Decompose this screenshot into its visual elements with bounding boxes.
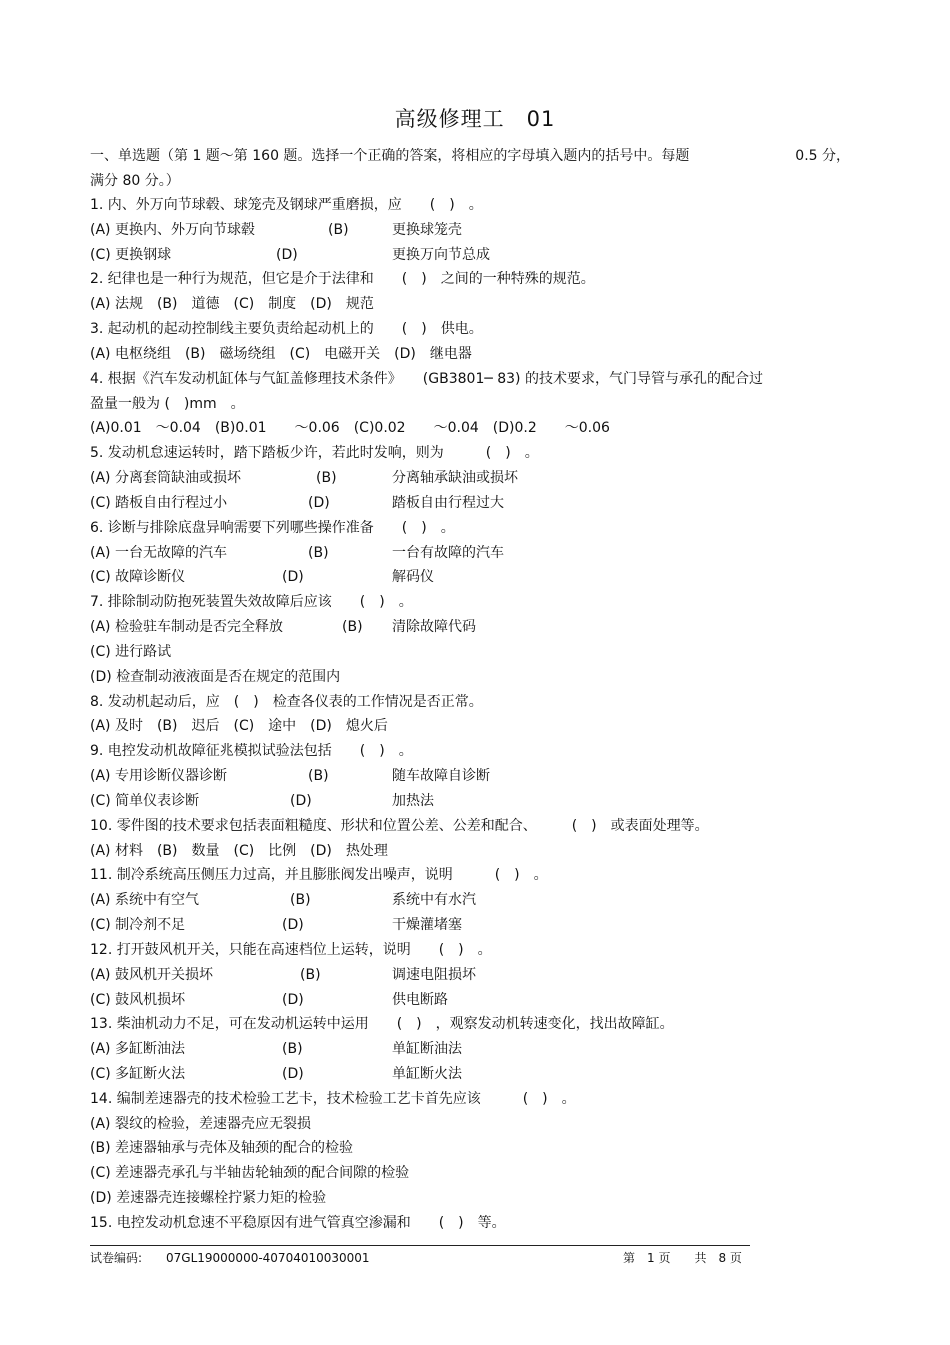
line-text: 10. 零件图的技术要求包括表面粗糙度、形状和位置公差、公差和配合、 ( ) 或表面处理等。 [90,817,709,834]
line-text: 15. 电控发动机怠速不平稳原因有进气管真空渗漏和 ( ) 等。 [90,1214,506,1231]
option-letter: (B) [316,470,337,487]
line-text: (B) 差速器轴承与壳体及轴颈的配合的检验 [90,1140,353,1157]
option-line [90,789,850,814]
option-letter: (B) [308,544,329,561]
option-letter: (B) [328,221,349,238]
question-line [90,441,850,466]
option-right: 更换万向节总成 [392,246,490,263]
question-line [90,1186,850,1211]
option-right: 踏板自由行程过大 [392,494,504,511]
question-line [90,342,850,367]
line-text: 1. 内、外万向节球毂、球笼壳及钢球严重磨损，应 ( ) 。 [90,197,483,213]
question-line [90,814,850,839]
option-line [90,764,850,789]
section-header-score: 0.5 分， [795,148,850,164]
option-right: 供电断路 [392,991,448,1008]
option-letter: (B) [342,619,363,636]
option-right: 分离轴承缺油或损坏 [392,470,518,487]
question-line [90,267,850,292]
option-line [90,913,850,938]
line-text: (C) 进行路试 [90,643,172,660]
line-text: 14. 编制差速器壳的技术检验工艺卡，技术检验工艺卡首先应该 ( ) 。 [90,1090,576,1107]
question-line [90,938,850,963]
line-text: 5. 发动机怠速运转时，踏下踏板少许，若此时发响，则为 ( ) 。 [90,445,539,462]
paper-code-label: 试卷编码: [90,1251,143,1265]
question-list [90,193,850,1236]
option-left: (C) 多缸断火法 [90,1065,186,1082]
option-line [90,963,850,988]
option-left: (C) 故障诊断仪 [90,569,186,586]
question-line [90,392,850,417]
option-letter: (D) [290,792,312,809]
option-letter: (D) [282,991,304,1008]
option-letter: (D) [308,494,330,511]
question-line [90,739,850,764]
line-text: (D) 检查制动液液面是否在规定的范围内 [90,668,341,685]
line-text: 2. 纪律也是一种行为规范，但它是介于法律和 ( ) 之间的一种特殊的规范。 [90,271,595,288]
option-left: (A) 一台无故障的汽车 [90,544,227,561]
page-title [0,103,950,133]
option-line [90,491,850,516]
option-left: (C) 更换钢球 [90,246,172,263]
question-line [90,367,850,392]
option-left: (A) 检验驻车制动是否完全释放 [90,619,283,636]
line-text: 7. 排除制动防抱死装置失效故障后应该 ( ) 。 [90,594,413,611]
option-letter: (B) [308,768,329,785]
page-number: 第 1 页 共 8 页 [623,1251,742,1265]
line-text: 12. 打开鼓风机开关，只能在高速档位上运转，说明 ( ) 。 [90,941,492,958]
option-left: (C) 鼓风机损坏 [90,991,186,1008]
question-line [90,640,850,665]
line-text: (A) 及时 (B) 迟后 (C) 途中 (D) 熄火后 [90,718,388,735]
question-line [90,590,850,615]
option-left: (C) 踏板自由行程过小 [90,494,228,511]
option-left: (A) 专用诊断仪器诊断 [90,768,227,785]
line-text: 11. 制冷系统高压侧压力过高，并且膨胀阀发出噪声，说明 ( ) 。 [90,867,548,884]
line-text: 3. 起动机的起动控制线主要负责给起动机上的 ( ) 供电。 [90,321,483,338]
line-text: (C) 差速器壳承孔与半轴齿轮轴颈的配合间隙的检验 [90,1165,410,1182]
title-text: 高级修理工 [394,107,505,131]
option-left: (A) 多缸断油法 [90,1041,185,1058]
title-number: 01 [526,107,556,131]
line-text: 8. 发动机起动后，应 ( ) 检查各仪表的工作情况是否正常。 [90,693,483,710]
option-line [90,1037,850,1062]
question-line [90,1012,850,1037]
question-line [90,690,850,715]
question-line [90,1136,850,1161]
option-letter: (B) [290,892,311,909]
footer-divider [90,1245,750,1246]
section-header-line1: 一、单选题（第 1 题～第 160 题。选择一个正确的答案，将相应的字母填入题内的括号中。每题 [90,148,690,164]
question-line [90,317,850,342]
option-right: 更换球笼壳 [392,221,462,238]
line-text: 4. 根据《汽车发动机缸体与气缸盖修理技术条件》 (GB3801─ 83) 的技术要求，气门导管与承孔的配合过 [90,370,763,387]
question-line [90,665,850,690]
option-left: (A) 分离套筒缺油或损坏 [90,470,241,487]
option-line [90,218,850,243]
option-left: (A) 系统中有空气 [90,892,199,909]
section-header-line2: 满分 80 分。） [90,173,180,189]
option-line [90,565,850,590]
option-letter: (B) [300,966,321,983]
question-line [90,1087,850,1112]
question-line [90,714,850,739]
line-text: (A)0.01 ～0.04 (B)0.01 ～0.06 (C)0.02 ～0.04 (D)0.2 ～0.06 [90,420,610,437]
option-left: (A) 鼓风机开关损坏 [90,966,213,983]
option-right: 一台有故障的汽车 [392,544,504,561]
question-line [90,1112,850,1137]
option-line [90,243,850,268]
line-text: (A) 材料 (B) 数量 (C) 比例 (D) 热处理 [90,842,388,859]
option-line [90,1062,850,1087]
option-line [90,615,850,640]
line-text: 盈量一般为 ( )mm 。 [90,395,245,412]
option-line [90,888,850,913]
option-letter: (D) [282,569,304,586]
question-line [90,292,850,317]
question-line [90,1211,850,1236]
option-right: 随车故障自诊断 [392,768,490,785]
option-left: (C) 制冷剂不足 [90,917,186,934]
option-right: 加热法 [392,792,434,809]
line-text: 6. 诊断与排除底盘异响需要下列哪些操作准备 ( ) 。 [90,519,455,536]
question-line [90,863,850,888]
option-right: 单缸断火法 [392,1065,462,1082]
question-line [90,416,850,441]
option-line [90,466,850,491]
line-text: (A) 电枢绕组 (B) 磁场绕组 (C) 电磁开关 (D) 继电器 [90,345,472,362]
option-left: (A) 更换内、外万向节球毂 [90,221,255,238]
option-right: 干燥灌堵塞 [392,917,462,934]
option-letter: (D) [282,917,304,934]
option-right: 单缸断油法 [392,1041,462,1058]
option-right: 解码仪 [392,569,434,586]
line-text: (A) 法规 (B) 道德 (C) 制度 (D) 规范 [90,296,374,313]
option-right: 调速电阻损坏 [392,966,476,983]
line-text: (A) 裂纹的检验，差速器壳应无裂损 [90,1115,311,1132]
section-header [90,144,850,194]
line-text: 13. 柴油机动力不足，可在发动机运转中运用 ( ) ，观察发动机转速变化，找出故障缸。 [90,1016,674,1033]
option-right: 系统中有水汽 [392,892,476,909]
question-line [90,1161,850,1186]
option-letter: (D) [276,246,298,263]
option-left: (C) 简单仪表诊断 [90,792,200,809]
question-line [90,516,850,541]
line-text: 9. 电控发动机故障征兆模拟试验法包括 ( ) 。 [90,743,413,760]
question-line [90,839,850,864]
option-right: 清除故障代码 [392,619,476,636]
option-letter: (B) [282,1041,303,1058]
option-line [90,541,850,566]
paper-code: 07GL19000000-40704010030001 [166,1251,370,1265]
question-line [90,193,850,218]
line-text: (D) 差速器壳连接螺栓拧紧力矩的检验 [90,1190,327,1207]
option-letter: (D) [282,1065,304,1082]
option-line [90,988,850,1013]
